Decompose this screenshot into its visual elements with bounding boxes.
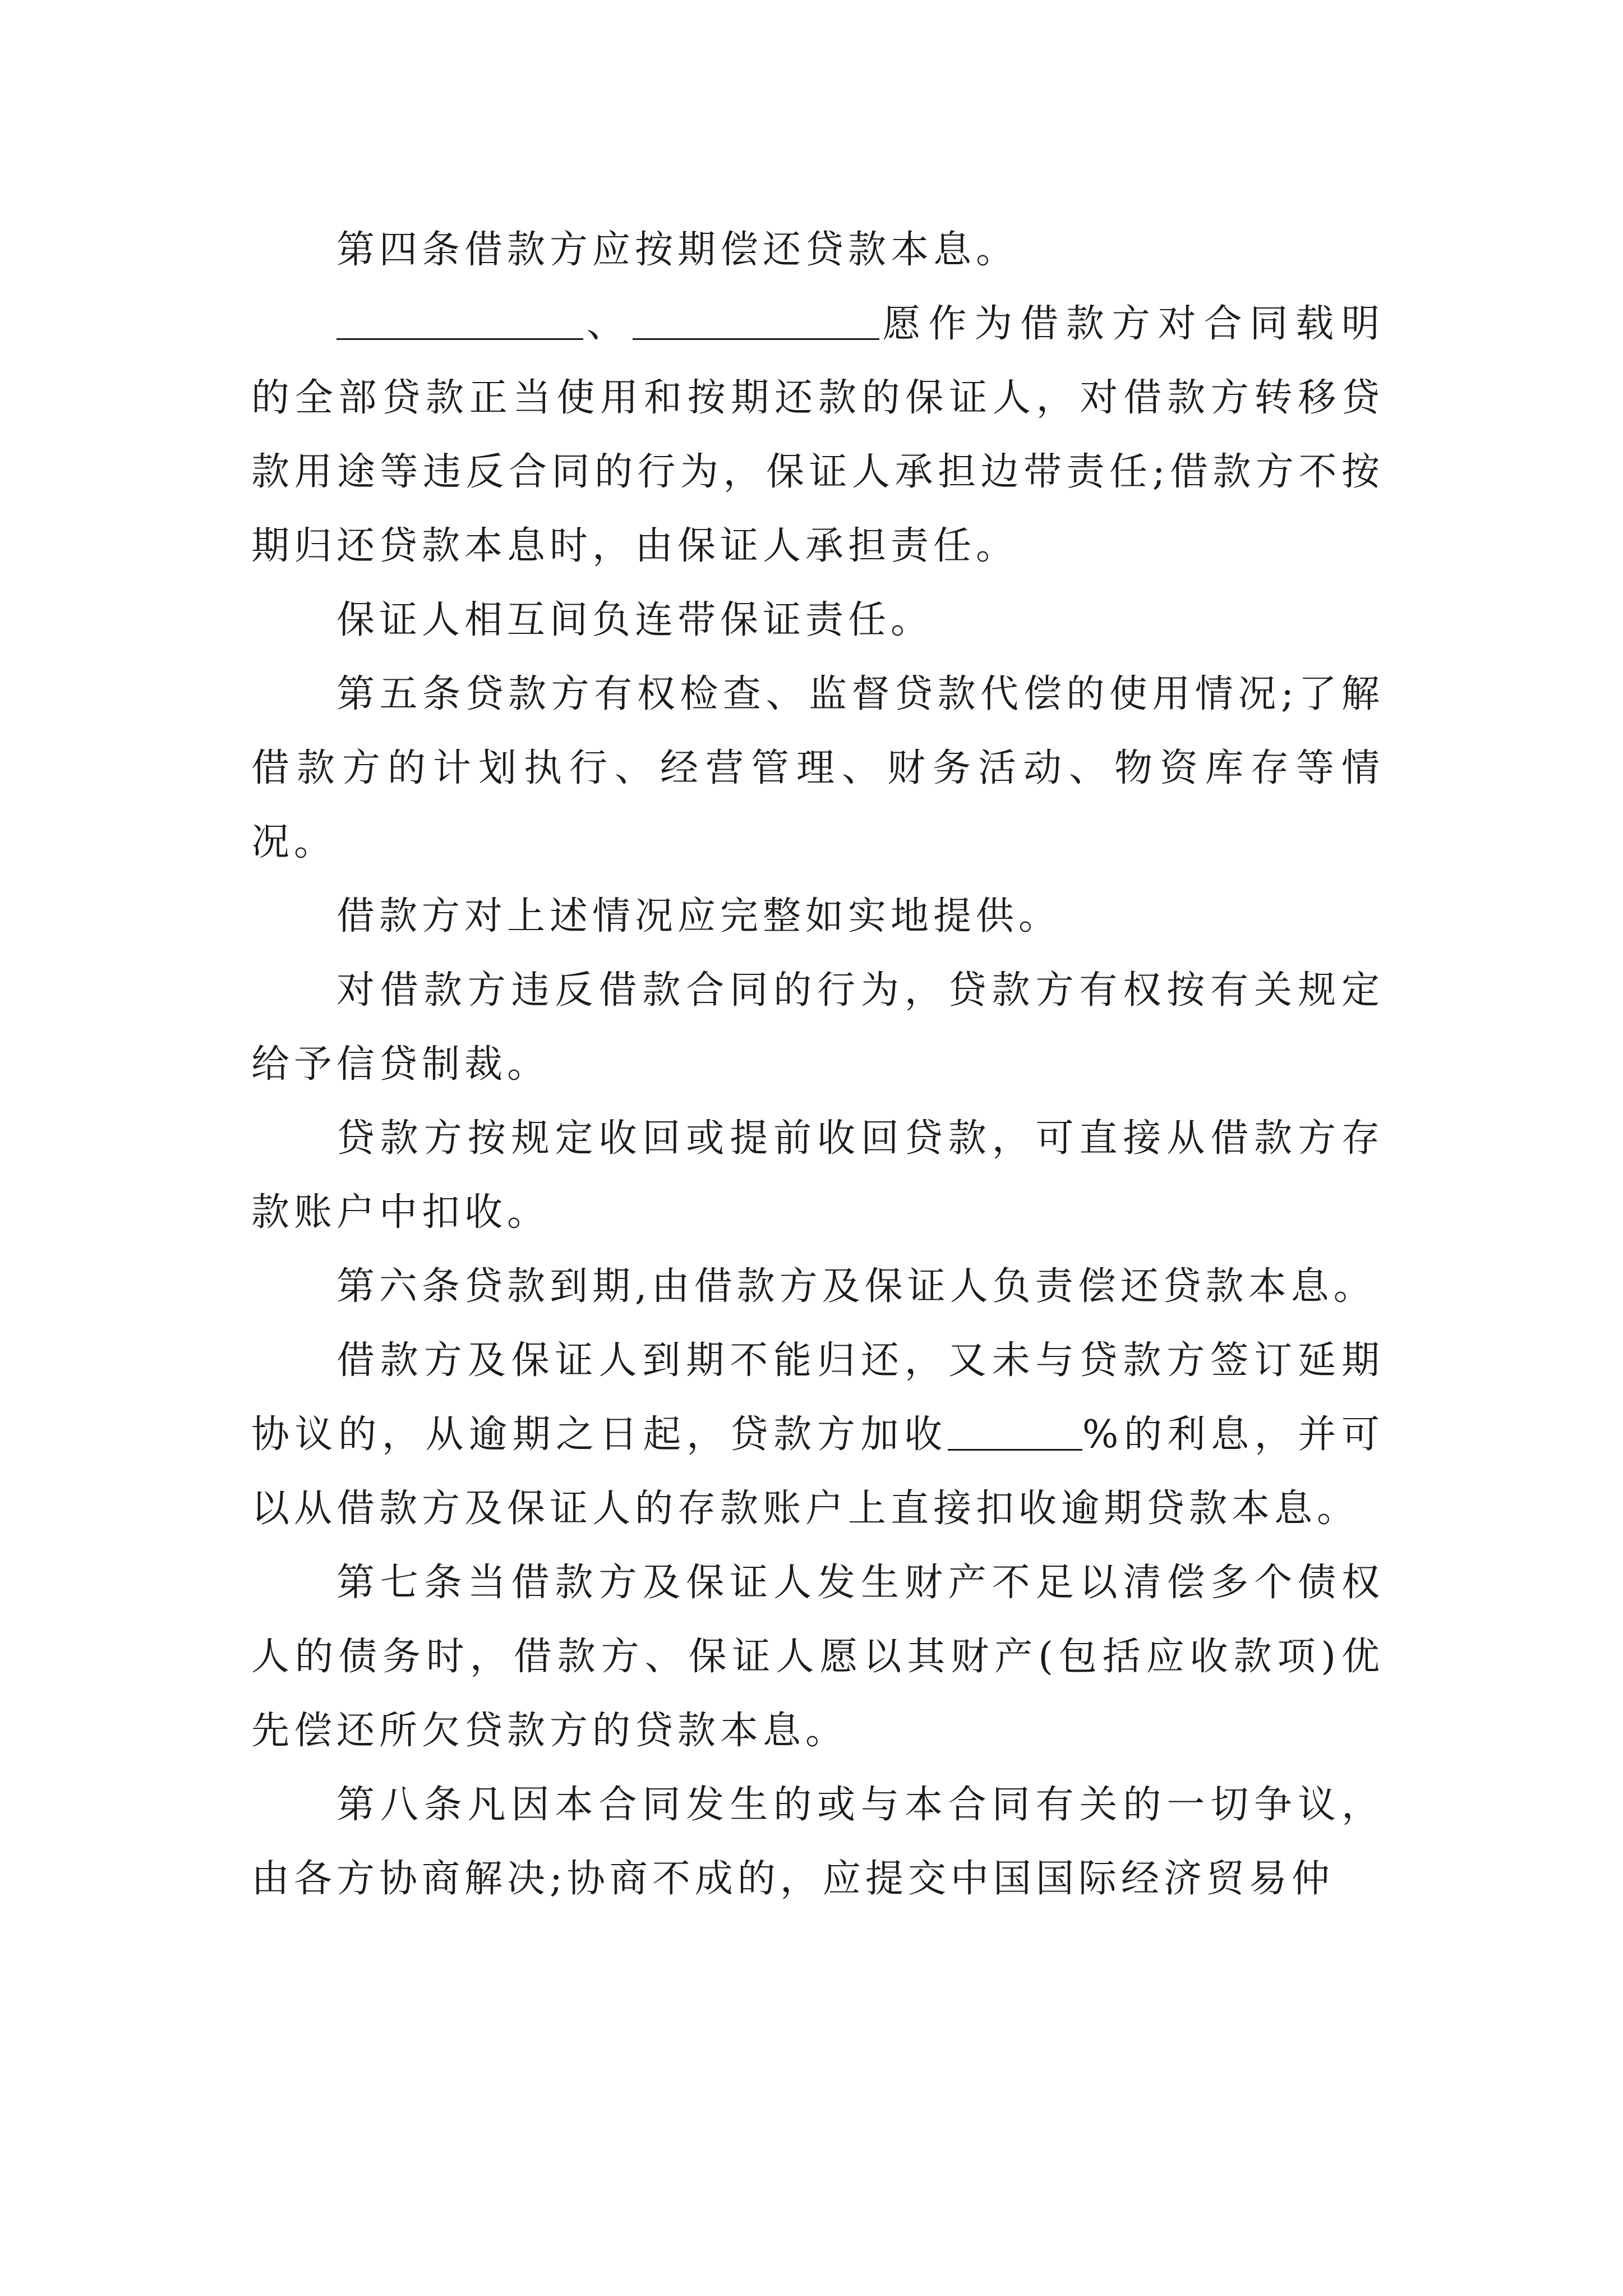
overdue-text-before: 借款方及保证人到期不能归还，又未与贷款方签订延期协议的，从逾期之日起，贷款方加收 <box>251 1338 1384 1457</box>
paragraph-credit-sanction: 对借款方违反借款合同的行为，贷款方有权按有关规定给予信贷制裁。 <box>251 968 1384 1087</box>
paragraph-recall-loan: 贷款方按规定收回或提前收回贷款，可直接从借款方存款账户中扣收。 <box>251 1116 1384 1235</box>
paragraph-guarantor-clause <box>251 287 1384 583</box>
blank-guarantor-2 <box>633 300 879 340</box>
overdue-text-after: %的利息，并可以从借款方及保证人的存款账户上直接扣收逾期贷款本息。 <box>251 1412 1384 1531</box>
paragraph-article-4: 第四条借款方应按期偿还贷款本息。 <box>336 228 1019 272</box>
paragraph-provide-info: 借款方对上述情况应完整如实地提供。 <box>336 894 1062 938</box>
blank-guarantor-1 <box>336 300 583 340</box>
guarantor-clause-text: 愿作为借款方对合同载明的全部贷款正当使用和按期还款的保证人，对借款方转移贷款用途等违反合同的行为，保证人承担边带责任;借款方不按期归还贷款本息时，由保证人承担责任。 <box>251 302 1384 568</box>
paragraph-overdue-interest <box>251 1324 1384 1546</box>
paragraph-joint-liability: 保证人相互间负连带保证责任。 <box>336 598 934 642</box>
paragraph-article-8: 第八条凡因本合同发生的或与本合同有关的一切争议，由各方协商解决;协商不成的，应提交中国国际经济贸易仲 <box>251 1783 1384 1901</box>
paragraph-article-5: 第五条贷款方有权检查、监督贷款代偿的使用情况;了解借款方的计划执行、经营管理、财务活动、物资库存等情况。 <box>251 672 1384 864</box>
blank-interest-rate <box>948 1411 1082 1451</box>
paragraph-article-6: 第六条贷款到期,由借款方及保证人负责偿还贷款本息。 <box>336 1264 1376 1309</box>
document-body <box>251 213 1384 1916</box>
paragraph-article-7: 第七条当借款方及保证人发生财产不足以清偿多个债权人的债务时，借款方、保证人愿以其财产(包括应收款项)优先偿还所欠贷款方的贷款本息。 <box>251 1561 1384 1753</box>
blank-separator: 、 <box>583 302 633 346</box>
